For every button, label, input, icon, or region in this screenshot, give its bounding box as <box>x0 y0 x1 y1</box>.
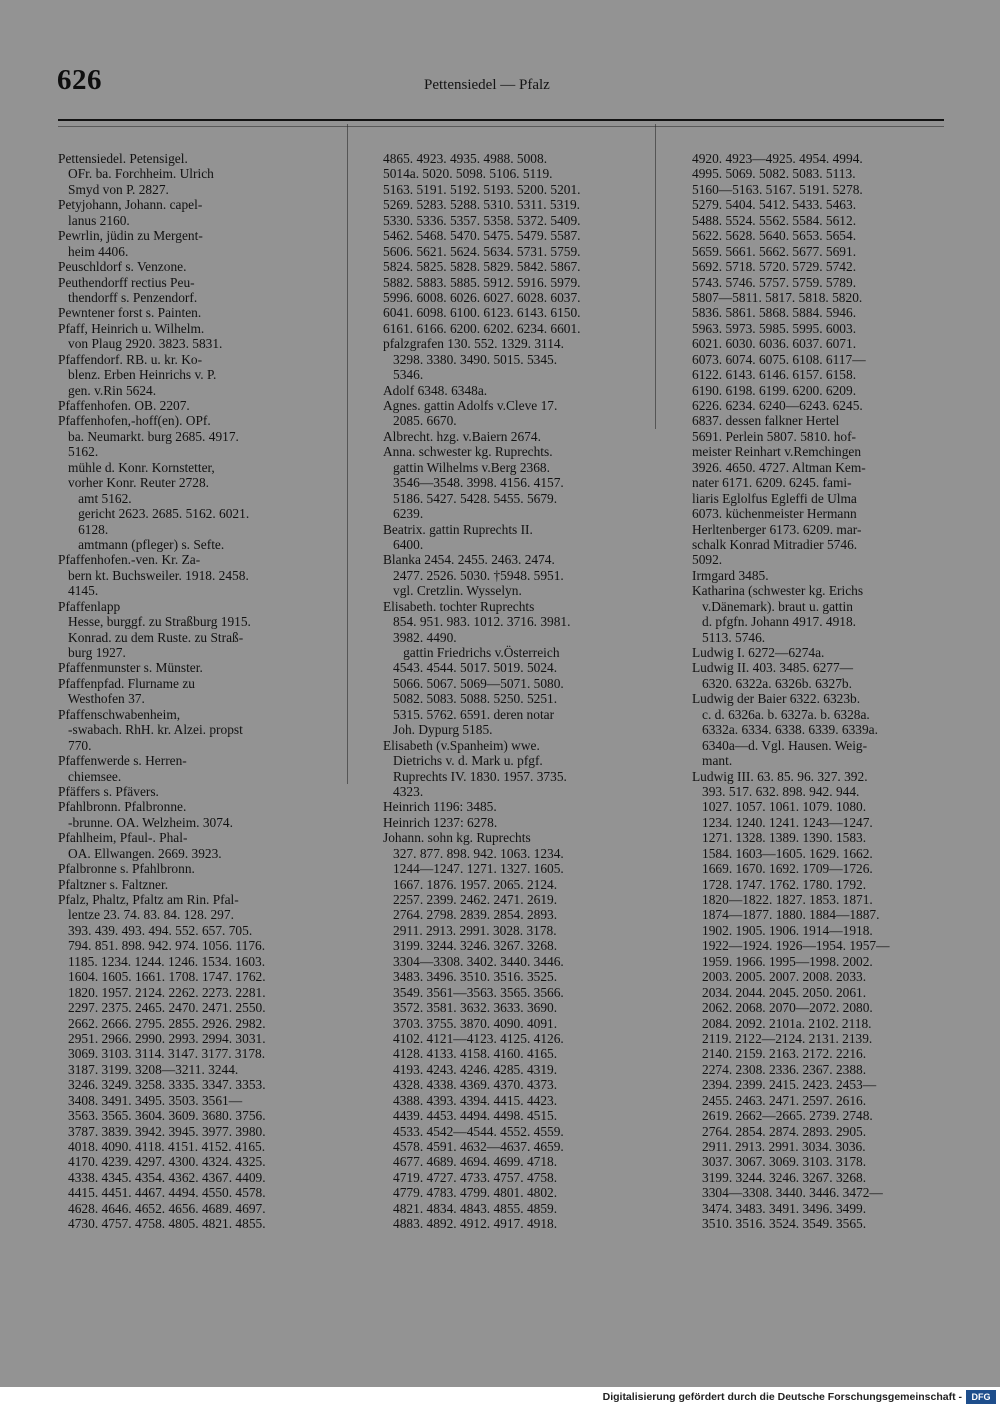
index-line: 4995. 5069. 5082. 5083. 5113. <box>692 166 856 182</box>
index-line: 3187. 3199. 3208—3211. 3244. <box>58 1061 239 1077</box>
index-line: ba. Neumarkt. burg 2685. 4917. <box>58 428 239 444</box>
index-line: mühle d. Konr. Kornstetter, <box>58 459 215 475</box>
index-line: -brunne. OA. Welzheim. 3074. <box>58 814 233 830</box>
index-line: 854. 951. 983. 1012. 3716. 3981. <box>383 614 571 630</box>
index-line: Pfaffenlapp <box>58 598 121 614</box>
index-line: 4533. 4542—4544. 4552. 4559. <box>383 1123 564 1139</box>
index-line: 5092. <box>692 552 723 568</box>
index-line: 3563. 3565. 3604. 3609. 3680. 3756. <box>58 1108 266 1124</box>
index-line: 6226. 6234. 6240—6243. 6245. <box>692 398 863 413</box>
index-line: nater 6171. 6209. 6245. fami- <box>692 475 852 491</box>
index-line: Pfaffenhofen.-ven. Kr. Za- <box>58 552 201 568</box>
index-line: 4323. <box>383 783 424 799</box>
index-line: Ludwig I. 6272—6274a. <box>692 645 825 660</box>
index-line: mant. <box>692 753 733 769</box>
column-separator <box>347 124 348 784</box>
index-line: 4865. 4923. 4935. 4988. 5008. <box>383 151 548 166</box>
index-line: 2662. 2666. 2795. 2855. 2926. 2982. <box>58 1015 266 1031</box>
index-line: 3474. 3483. 3491. 3496. 3499. <box>692 1200 867 1216</box>
index-line: Pfalz, Phaltz, Pfaltz am Rin. Pfal- <box>58 892 239 907</box>
index-line: 4388. 4393. 4394. 4415. 4423. <box>383 1092 558 1108</box>
index-line: 5315. 5762. 6591. deren notar <box>383 706 555 722</box>
index-line: 2764. 2798. 2839. 2854. 2893. <box>383 907 558 923</box>
index-line: OA. Ellwangen. 2669. 3923. <box>58 845 222 861</box>
index-line: 4145. <box>58 583 99 599</box>
index-line: Peuthendorff rectius Peu- <box>58 274 195 290</box>
index-line: Agnes. gattin Adolfs v.Cleve 17. <box>383 398 558 413</box>
index-line: 5659. 5661. 5662. 5677. 5691. <box>692 243 857 259</box>
index-line: 5996. 6008. 6026. 6027. 6028. 6037. <box>383 289 581 305</box>
index-line: d. pfgfn. Johann 4917. 4918. <box>692 614 857 630</box>
index-line: 4677. 4689. 4694. 4699. 4718. <box>383 1154 558 1170</box>
index-line: 5346. <box>383 367 424 383</box>
index-line: 5162. <box>58 444 99 460</box>
index-line: 3199. 3244. 3246. 3267. 3268. <box>383 938 558 954</box>
index-line: 3408. 3491. 3495. 3503. 3561— <box>58 1092 243 1108</box>
index-line: 5462. 5468. 5470. 5475. 5479. 5587. <box>383 228 581 244</box>
index-line: 1584. 1603—1605. 1629. 1662. <box>692 845 873 861</box>
index-line: 4338. 4345. 4354. 4362. 4367. 4409. <box>58 1169 266 1185</box>
index-line: Heinrich 1196: 3485. <box>383 799 497 815</box>
index-line: Pfaffenmunster s. Münster. <box>58 660 203 676</box>
index-line: 5882. 5883. 5885. 5912. 5916. 5979. <box>383 274 581 290</box>
index-line: Johann. sohn kg. Ruprechts <box>383 830 531 846</box>
index-line: Katharina (schwester kg. Erichs <box>692 583 864 599</box>
index-line: 2085. 6670. <box>383 413 457 429</box>
index-line: Pfaff, Heinrich u. Wilhelm. <box>58 320 205 336</box>
index-line: Pewntener forst s. Painten. <box>58 305 202 321</box>
index-line: lentze 23. 74. 83. 84. 128. 297. <box>58 907 234 923</box>
index-line: 5488. 5524. 5562. 5584. 5612. <box>692 212 857 228</box>
index-line: Anna. schwester kg. Ruprechts. <box>383 444 553 460</box>
index-line: Elisabeth (v.Spanheim) wwe. <box>383 737 540 753</box>
index-line: heim 4406. <box>58 243 129 259</box>
index-line: 1271. 1328. 1389. 1390. 1583. <box>692 830 867 846</box>
index-line: 3926. 4650. 4727. Altman Kem- <box>692 459 866 475</box>
index-line: 1234. 1240. 1241. 1243—1247. <box>692 814 873 830</box>
index-line: 6239. <box>383 506 424 522</box>
index-line: 5692. 5718. 5720. 5729. 5742. <box>692 259 857 275</box>
index-line: thendorff s. Penzendorf. <box>58 289 198 305</box>
index-line: Joh. Dypurg 5185. <box>383 722 493 738</box>
index-line: liaris Eglolfus Egleffi de Ulma <box>692 490 857 506</box>
index-line: amtmann (pfleger) s. Sefte. <box>58 536 225 552</box>
index-line: 4719. 4727. 4733. 4757. 4758. <box>383 1169 558 1185</box>
index-line: blenz. Erben Heinrichs v. P. <box>58 367 217 383</box>
index-line: c. d. 6326a. b. 6327a. b. 6328a. <box>692 706 870 722</box>
index-line: 2951. 2966. 2990. 2993. 2994. 3031. <box>58 1030 266 1046</box>
index-line: 327. 877. 898. 942. 1063. 1234. <box>383 845 564 861</box>
header-rule-thin <box>58 126 944 127</box>
index-line: Ruprechts IV. 1830. 1957. 3735. <box>383 768 567 784</box>
index-line: 6837. dessen falkner Hertel <box>692 413 840 429</box>
index-line: 4439. 4453. 4494. 4498. 4515. <box>383 1108 558 1124</box>
index-line: 3549. 3561—3563. 3565. 3566. <box>383 984 564 1000</box>
index-line: 5622. 5628. 5640. 5653. 5654. <box>692 228 857 244</box>
index-line: 2911. 2913. 2991. 3028. 3178. <box>383 922 557 938</box>
index-line: 794. 851. 898. 942. 974. 1056. 1176. <box>58 938 266 954</box>
index-line: 6128. <box>58 521 109 537</box>
index-line: bern kt. Buchsweiler. 1918. 2458. <box>58 567 249 583</box>
index-line: 4821. 4834. 4843. 4855. 4859. <box>383 1200 558 1216</box>
index-line: burg 1927. <box>58 645 126 660</box>
index-line: Albrecht. hzg. v.Baiern 2674. <box>383 428 541 444</box>
index-line: Pfaltzner s. Faltzner. <box>58 876 169 892</box>
index-line: Pfalbronne s. Pfahlbronn. <box>58 861 195 877</box>
index-line: 6400. <box>383 536 424 552</box>
footer-bar <box>0 1387 1000 1408</box>
index-line: 2455. 2463. 2471. 2597. 2616. <box>692 1092 867 1108</box>
index-line: Elisabeth. tochter Ruprechts <box>383 598 535 614</box>
index-line: Pfäffers s. Pfävers. <box>58 783 159 799</box>
index-line: 5186. 5427. 5428. 5455. 5679. <box>383 490 558 506</box>
index-line: Pfaffenpfad. Flurname zu <box>58 675 195 691</box>
index-line: Pfaffenhofen. OB. 2207. <box>58 398 190 413</box>
index-line: 3304—3308. 3440. 3446. 3472— <box>692 1185 883 1201</box>
index-line: 2764. 2854. 2874. 2893. 2905. <box>692 1123 867 1139</box>
index-line: Ludwig II. 403. 3485. 6277— <box>692 660 854 676</box>
index-line: 4779. 4783. 4799. 4801. 4802. <box>383 1185 558 1201</box>
index-line: 5163. 5191. 5192. 5193. 5200. 5201. <box>383 181 581 197</box>
dfg-logo: DFG <box>966 1390 996 1404</box>
index-line: schalk Konrad Mitradier 5746. <box>692 536 858 552</box>
index-line: gattin Friedrichs v.Österreich <box>383 645 560 660</box>
index-line: 4920. 4923—4925. 4954. 4994. <box>692 151 863 166</box>
index-line: 6073. 6074. 6075. 6108. 6117— <box>692 351 866 367</box>
page-number: 626 <box>57 64 102 96</box>
index-line: gericht 2623. 2685. 5162. 6021. <box>58 506 250 522</box>
index-line: 1027. 1057. 1061. 1079. 1080. <box>692 799 867 815</box>
index-line: 1244—1247. 1271. 1327. 1605. <box>383 861 564 877</box>
index-line: 3069. 3103. 3114. 3147. 3177. 3178. <box>58 1046 266 1062</box>
index-line: Dietrichs v. d. Mark u. pfgf. <box>383 753 543 769</box>
index-line: 2274. 2308. 2336. 2367. 2388. <box>692 1061 867 1077</box>
index-line: 2257. 2399. 2462. 2471. 2619. <box>383 892 558 907</box>
index-line: 5113. 5746. <box>692 629 766 645</box>
index-line: vgl. Cretzlin. Wysselyn. <box>383 583 522 599</box>
index-line: Pfahlbronn. Pfalbronne. <box>58 799 187 815</box>
index-line: 6340a—d. Vgl. Hausen. Weig- <box>692 737 868 753</box>
index-line: 3510. 3516. 3524. 3549. 3565. <box>692 1216 867 1232</box>
index-line: 770. <box>58 737 92 753</box>
index-line: 3246. 3249. 3258. 3335. 3347. 3353. <box>58 1077 266 1093</box>
index-line: Pettensiedel. Petensigel. <box>58 151 188 166</box>
index-line: 2034. 2044. 2045. 2050. 2061. <box>692 984 867 1000</box>
index-line: 5743. 5746. 5757. 5759. 5789. <box>692 274 857 290</box>
index-line: Irmgard 3485. <box>692 567 769 583</box>
index-line: Pfaffenwerde s. Herren- <box>58 753 187 769</box>
index-line: 4883. 4892. 4912. 4917. 4918. <box>383 1216 558 1232</box>
index-line: 5606. 5621. 5624. 5634. 5731. 5759. <box>383 243 581 259</box>
index-line: 4170. 4239. 4297. 4300. 4324. 4325. <box>58 1154 266 1170</box>
index-line: Pfaffenschwabenheim, <box>58 706 181 722</box>
index-line: 5836. 5861. 5868. 5884. 5946. <box>692 305 857 321</box>
header-rule <box>58 119 944 121</box>
index-line: 2911. 2913. 2991. 3034. 3036. <box>692 1139 866 1154</box>
index-line: 1604. 1605. 1661. 1708. 1747. 1762. <box>58 969 266 985</box>
index-line: Heinrich 1237: 6278. <box>383 814 498 830</box>
index-line: Beatrix. gattin Ruprechts II. <box>383 521 533 537</box>
index-line: 1667. 1876. 1957. 2065. 2124. <box>383 876 558 892</box>
index-column-1 <box>58 151 334 1232</box>
index-line: 4730. 4757. 4758. 4805. 4821. 4855. <box>58 1216 266 1232</box>
index-column-3 <box>692 151 950 1232</box>
index-line: 1820. 1957. 2124. 2262. 2273. 2281. <box>58 984 266 1000</box>
index-line: gattin Wilhelms v.Berg 2368. <box>383 459 550 475</box>
index-line: 5691. Perlein 5807. 5810. hof- <box>692 428 857 444</box>
index-line: 4193. 4243. 4246. 4285. 4319. <box>383 1061 558 1077</box>
index-line: von Plaug 2920. 3823. 5831. <box>58 336 223 352</box>
index-line: 6073. küchenmeister Hermann <box>692 506 857 522</box>
index-line: -swabach. RhH. kr. Alzei. propst <box>58 722 243 738</box>
index-line: 4628. 4646. 4652. 4656. 4689. 4697. <box>58 1200 266 1216</box>
index-line: 3787. 3839. 3942. 3945. 3977. 3980. <box>58 1123 266 1139</box>
index-line: 5014a. 5020. 5098. 5106. 5119. <box>383 166 553 182</box>
index-line: 1902. 1905. 1906. 1914—1918. <box>692 922 873 938</box>
index-line: meister Reinhart v.Remchingen <box>692 444 862 460</box>
index-line: 393. 439. 493. 494. 552. 657. 705. <box>58 922 253 938</box>
index-line: 2140. 2159. 2163. 2172. 2216. <box>692 1046 867 1062</box>
running-head: Pettensiedel — Pfalz <box>424 77 550 93</box>
index-line: 5160—5163. 5167. 5191. 5278. <box>692 181 863 197</box>
index-line: 6190. 6198. 6199. 6200. 6209. <box>692 382 857 398</box>
index-line: 1185. 1234. 1244. 1246. 1534. 1603. <box>58 953 266 969</box>
column-separator <box>655 124 656 429</box>
index-line: 4128. 4133. 4158. 4160. 4165. <box>383 1046 558 1062</box>
index-line: 2394. 2399. 2415. 2423. 2453— <box>692 1077 877 1093</box>
index-line: 1728. 1747. 1762. 1780. 1792. <box>692 876 867 892</box>
funding-notice: Digitalisierung gefördert durch die Deutsche Forschungsgemeinschaft - <box>602 1391 962 1403</box>
index-line: Pfahlheim, Pfaul-. Phal- <box>58 830 188 846</box>
index-line: 5963. 5973. 5985. 5995. 6003. <box>692 320 857 336</box>
index-line: Westhofen 37. <box>58 691 145 707</box>
index-line: 2119. 2122—2124. 2131. 2139. <box>692 1030 873 1046</box>
index-line: 5269. 5283. 5288. 5310. 5311. 5319. <box>383 197 581 213</box>
index-line: 2003. 2005. 2007. 2008. 2033. <box>692 969 867 985</box>
index-line: 6122. 6143. 6146. 6157. 6158. <box>692 367 857 383</box>
index-line: pfalzgrafen 130. 552. 1329. 3114. <box>383 336 564 352</box>
index-line: Herltenberger 6173. 6209. mar- <box>692 521 862 537</box>
index-line: 3037. 3067. 3069. 3103. 3178. <box>692 1154 867 1170</box>
index-line: 5066. 5067. 5069—5071. 5080. <box>383 675 564 691</box>
index-line: 4415. 4451. 4467. 4494. 4550. 4578. <box>58 1185 266 1201</box>
index-line: Blanka 2454. 2455. 2463. 2474. <box>383 552 555 568</box>
index-line: Ludwig der Baier 6322. 6323b. <box>692 691 861 707</box>
index-line: 5330. 5336. 5357. 5358. 5372. 5409. <box>383 212 581 228</box>
index-line: Ludwig III. 63. 85. 96. 327. 392. <box>692 768 868 784</box>
index-line: Peuschldorf s. Venzone. <box>58 259 187 275</box>
index-line: 3199. 3244. 3246. 3267. 3268. <box>692 1169 867 1185</box>
index-line: OFr. ba. Forchheim. Ulrich <box>58 166 214 182</box>
index-line: Konrad. zu dem Ruste. zu Straß- <box>58 629 244 645</box>
index-line: 2297. 2375. 2465. 2470. 2471. 2550. <box>58 1000 266 1016</box>
index-line: 5082. 5083. 5088. 5250. 5251. <box>383 691 558 707</box>
index-line: 3572. 3581. 3632. 3633. 3690. <box>383 1000 558 1016</box>
index-line: vorher Konr. Reuter 2728. <box>58 475 209 491</box>
index-line: 4018. 4090. 4118. 4151. 4152. 4165. <box>58 1139 266 1154</box>
index-line: v.Dänemark). braut u. gattin <box>692 598 853 614</box>
index-line: 1959. 1966. 1995—1998. 2002. <box>692 953 873 969</box>
index-line: 5824. 5825. 5828. 5829. 5842. 5867. <box>383 259 581 275</box>
index-line: 1820—1822. 1827. 1853. 1871. <box>692 892 873 907</box>
index-line: 4578. 4591. 4632—4637. 4659. <box>383 1139 564 1154</box>
index-line: 3546—3548. 3998. 4156. 4157. <box>383 475 564 491</box>
index-line: 2084. 2092. 2101a. 2102. 2118. <box>692 1015 872 1031</box>
index-line: 6332a. 6334. 6338. 6339. 6339a. <box>692 722 878 738</box>
index-line: gen. v.Rin 5624. <box>58 382 157 398</box>
index-line: 6161. 6166. 6200. 6202. 6234. 6601. <box>383 320 581 336</box>
index-line: 1922—1924. 1926—1954. 1957— <box>692 938 890 954</box>
index-line: amt 5162. <box>58 490 132 506</box>
index-line: Adolf 6348. 6348a. <box>383 382 488 398</box>
index-line: 4328. 4338. 4369. 4370. 4373. <box>383 1077 558 1093</box>
index-line: 3298. 3380. 3490. 5015. 5345. <box>383 351 558 367</box>
index-line: 3982. 4490. <box>383 629 457 645</box>
index-line: lanus 2160. <box>58 212 130 228</box>
index-line: chiemsee. <box>58 768 122 784</box>
index-line: 6021. 6030. 6036. 6037. 6071. <box>692 336 857 352</box>
index-line: 6041. 6098. 6100. 6123. 6143. 6150. <box>383 305 581 321</box>
index-line: 1874—1877. 1880. 1884—1887. <box>692 907 880 923</box>
index-line: 2619. 2662—2665. 2739. 2748. <box>692 1108 873 1124</box>
index-line: Smyd von P. 2827. <box>58 181 169 197</box>
index-line: 4543. 4544. 5017. 5019. 5024. <box>383 660 558 676</box>
index-line: Pfaffenhofen,-hoff(en). OPf. <box>58 413 211 429</box>
index-line: 5807—5811. 5817. 5818. 5820. <box>692 289 863 305</box>
index-line: 3483. 3496. 3510. 3516. 3525. <box>383 969 558 985</box>
index-line: Hesse, burggf. zu Straßburg 1915. <box>58 614 251 630</box>
index-line: Pfaffendorf. RB. u. kr. Ko- <box>58 351 203 367</box>
index-line: 2062. 2068. 2070—2072. 2080. <box>692 1000 873 1016</box>
index-line: 6320. 6322a. 6326b. 6327b. <box>692 675 852 691</box>
index-line: 5279. 5404. 5412. 5433. 5463. <box>692 197 857 213</box>
index-line: 4102. 4121—4123. 4125. 4126. <box>383 1030 564 1046</box>
index-line: 393. 517. 632. 898. 942. 944. <box>692 783 860 799</box>
index-column-2 <box>383 151 641 1232</box>
index-line: Petyjohann, Johann. capel- <box>58 197 203 213</box>
index-line: 1669. 1670. 1692. 1709—1726. <box>692 861 873 877</box>
index-line: Pewrlin, jüdin zu Mergent- <box>58 228 203 244</box>
index-line: 3304—3308. 3402. 3440. 3446. <box>383 953 564 969</box>
index-line: 2477. 2526. 5030. †5948. 5951. <box>383 567 564 583</box>
index-line: 3703. 3755. 3870. 4090. 4091. <box>383 1015 558 1031</box>
